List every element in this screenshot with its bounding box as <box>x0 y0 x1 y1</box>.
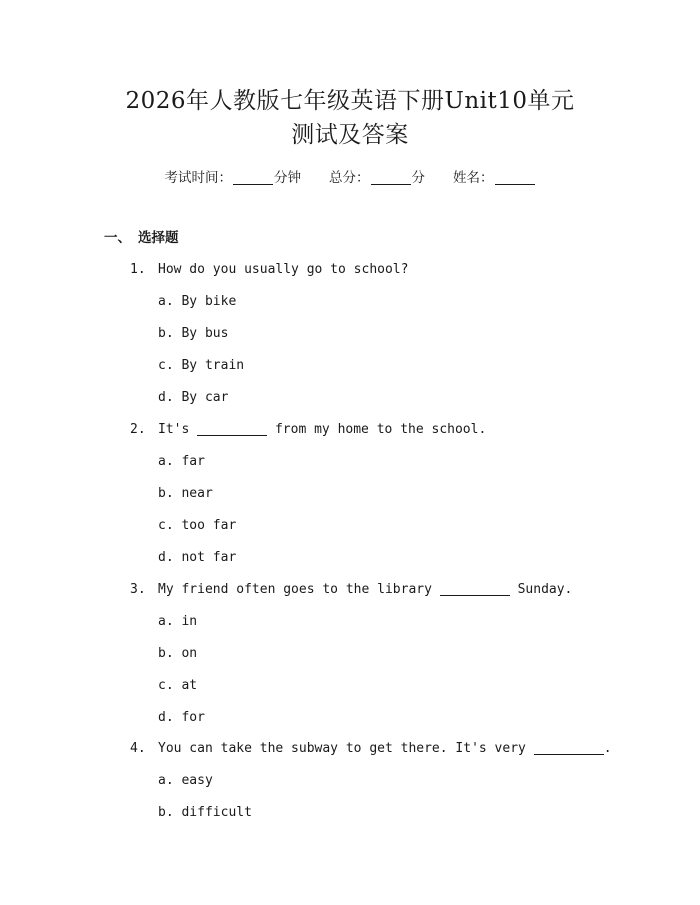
question-3-option-c[interactable]: c. at <box>158 678 198 693</box>
exam-time-unit: 分钟 <box>274 170 301 186</box>
question-1 <box>130 260 408 280</box>
question-1-option-d[interactable]: d. By car <box>158 390 229 405</box>
question-text-before: My friend often goes to the library <box>158 582 440 597</box>
question-2-option-b[interactable]: b. near <box>158 486 213 501</box>
section-title: 选择题 <box>138 230 179 246</box>
question-text-before: It's <box>158 422 198 437</box>
question-1-option-a[interactable]: a. By bike <box>158 294 237 309</box>
answer-blank[interactable] <box>534 740 604 755</box>
question-3-option-b[interactable]: b. on <box>158 646 198 661</box>
question-number: 3. <box>130 582 146 597</box>
question-2 <box>130 420 486 440</box>
answer-blank[interactable] <box>440 581 510 596</box>
question-1-option-c[interactable]: c. By train <box>158 358 245 373</box>
question-text: How do you usually go to school? <box>158 262 409 277</box>
total-score-blank[interactable] <box>371 170 411 185</box>
exam-time-label: 考试时间： <box>164 170 232 186</box>
question-4-option-a[interactable]: a. easy <box>158 773 213 788</box>
question-number: 1. <box>130 262 146 277</box>
total-score-label: 总分： <box>329 170 370 186</box>
name-blank[interactable] <box>495 170 535 185</box>
question-text-after: . <box>603 741 612 756</box>
name-label: 姓名： <box>453 170 494 186</box>
question-3-option-d[interactable]: d. for <box>158 710 205 725</box>
answer-blank[interactable] <box>197 421 267 436</box>
question-1-option-b[interactable]: b. By bus <box>158 326 229 341</box>
question-text-before: You can take the subway to get there. It's very <box>158 741 534 756</box>
section-number: 一、 <box>104 230 131 246</box>
question-2-option-c[interactable]: c. too far <box>158 518 237 533</box>
document-title-line-1: 2026年人教版七年级英语下册Unit10单元 <box>125 88 575 114</box>
question-3 <box>130 580 572 600</box>
question-4-option-b[interactable]: b. difficult <box>158 805 252 820</box>
question-text-after: Sunday. <box>509 582 573 597</box>
section-heading <box>104 228 179 248</box>
question-3-option-a[interactable]: a. in <box>158 614 198 629</box>
exam-info-row <box>0 168 700 188</box>
question-4 <box>130 739 612 759</box>
question-number: 2. <box>130 422 146 437</box>
question-2-option-a[interactable]: a. far <box>158 454 205 469</box>
exam-time-blank[interactable] <box>233 170 273 185</box>
question-number: 4. <box>130 741 146 756</box>
total-score-unit: 分 <box>411 170 425 186</box>
question-2-option-d[interactable]: d. not far <box>158 550 237 565</box>
document-title-line-2: 测试及答案 <box>291 122 409 148</box>
question-text-after: from my home to the school. <box>267 422 487 437</box>
